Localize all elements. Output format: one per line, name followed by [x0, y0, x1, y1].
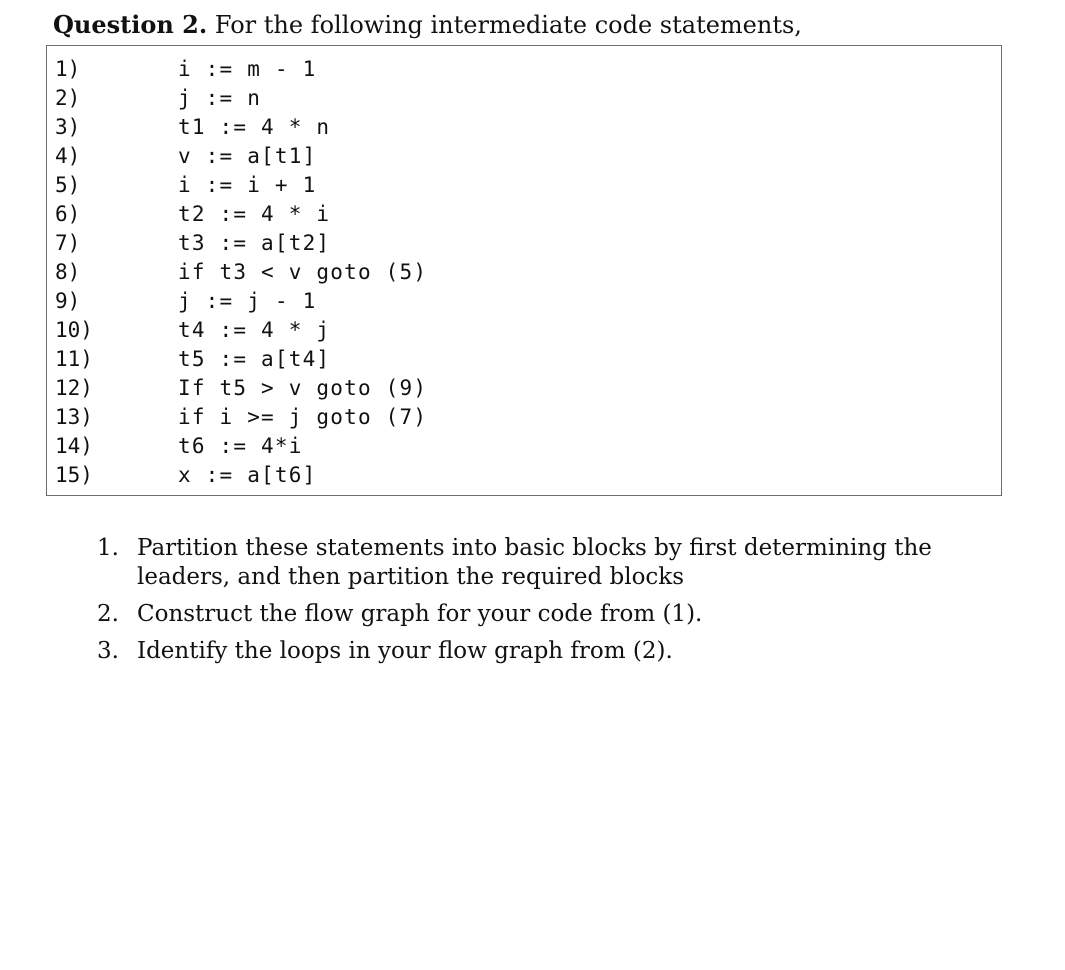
- code-line: [47, 258, 1001, 287]
- task-item: [97, 534, 1017, 592]
- code-statement: t1 := 4 * n: [178, 115, 331, 139]
- line-number: 11): [55, 347, 93, 371]
- line-number: 10): [55, 318, 93, 342]
- code-statement: t4 := 4 * j: [178, 318, 331, 342]
- code-line: [47, 113, 1001, 142]
- task-number: 3.: [97, 638, 119, 664]
- line-number: 15): [55, 463, 93, 487]
- line-number: 4): [55, 144, 81, 168]
- code-statement: If t5 > v goto (9): [178, 376, 428, 400]
- code-statement: i := i + 1: [178, 173, 317, 197]
- task-item: [97, 637, 1017, 666]
- question-heading: [53, 8, 802, 42]
- code-statement: t3 := a[t2]: [178, 231, 331, 255]
- code-statement: j := j - 1: [178, 289, 317, 313]
- line-number: 13): [55, 405, 93, 429]
- code-line: [47, 403, 1001, 432]
- line-number: 7): [55, 231, 81, 255]
- line-number: 8): [55, 260, 81, 284]
- task-text: Identify the loops in your flow graph from (2).: [137, 638, 673, 664]
- code-listing: [46, 45, 1002, 496]
- line-number: 12): [55, 376, 93, 400]
- code-statement: if i >= j goto (7): [178, 405, 428, 429]
- line-number: 14): [55, 434, 93, 458]
- line-number: 5): [55, 173, 81, 197]
- task-text: Construct the flow graph for your code from (1).: [137, 601, 703, 627]
- task-item: [97, 600, 1017, 629]
- code-statement: t5 := a[t4]: [178, 347, 331, 371]
- code-line: [47, 142, 1001, 171]
- code-line: [47, 374, 1001, 403]
- code-line: [47, 200, 1001, 229]
- code-line: [47, 55, 1001, 84]
- code-line: [47, 316, 1001, 345]
- question-text: For the following intermediate code statements,: [214, 11, 802, 39]
- code-line: [47, 171, 1001, 200]
- code-line: [47, 461, 1001, 490]
- line-number: 1): [55, 57, 81, 81]
- task-text: Partition these statements into basic blocks by first determining the leaders, and then partition the required blocks: [137, 535, 932, 590]
- code-statement: i := m - 1: [178, 57, 317, 81]
- line-number: 3): [55, 115, 81, 139]
- code-line: [47, 287, 1001, 316]
- code-line: [47, 84, 1001, 113]
- task-list: [97, 534, 1017, 674]
- question-label: Question 2.: [53, 10, 208, 39]
- line-number: 9): [55, 289, 81, 313]
- code-statement: v := a[t1]: [178, 144, 317, 168]
- line-number: 6): [55, 202, 81, 226]
- task-number: 1.: [97, 535, 119, 561]
- line-number: 2): [55, 86, 81, 110]
- task-number: 2.: [97, 601, 119, 627]
- code-statement: j := n: [178, 86, 262, 110]
- code-statement: t6 := 4*i: [178, 434, 303, 458]
- code-line: [47, 432, 1001, 461]
- code-line: [47, 345, 1001, 374]
- code-statement: x := a[t6]: [178, 463, 317, 487]
- code-line: [47, 229, 1001, 258]
- code-statement: t2 := 4 * i: [178, 202, 331, 226]
- code-statement: if t3 < v goto (5): [178, 260, 428, 284]
